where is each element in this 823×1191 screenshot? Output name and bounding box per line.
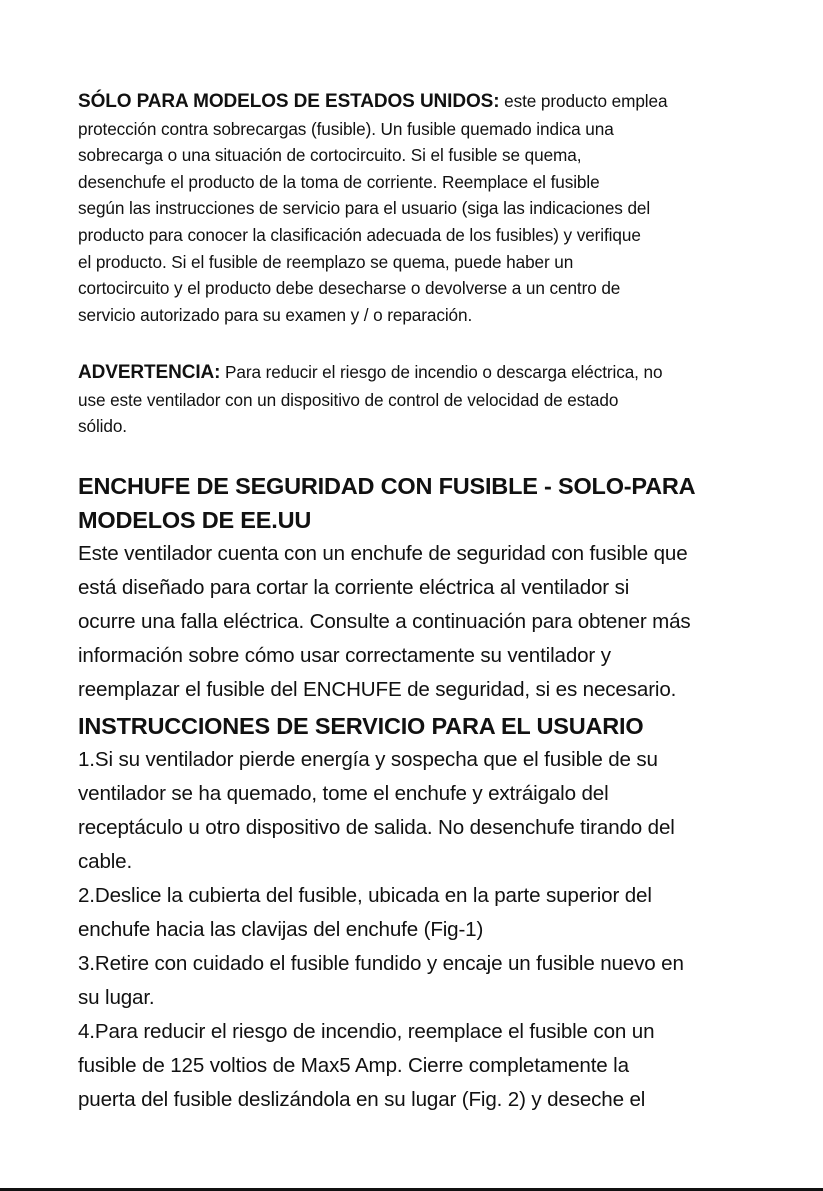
user-service-heading: INSTRUCCIONES DE SERVICIO PARA EL USUARIO xyxy=(78,713,644,739)
safety-plug-line: Este ventilador cuenta con un enchufe de seguridad con fusible que xyxy=(78,542,688,565)
us-only-line: cortocircuito y el producto debe desecharse o devolverse a un centro de xyxy=(78,278,621,299)
instruction-line: cable. xyxy=(78,850,133,873)
safety-plug-line: está diseñado para cortar la corriente eléctrica al ventilador si xyxy=(78,576,630,599)
instruction-line: receptáculo u otro dispositivo de salida. No desenchufe tirando del xyxy=(78,816,675,839)
warning-line: sólido. xyxy=(78,416,127,437)
safety-plug-section xyxy=(78,469,750,707)
instruction-line: enchufe hacia las clavijas del enchufe (Fig-1) xyxy=(78,918,484,941)
safety-plug-line: ocurre una falla eléctrica. Consulte a continuación para obtener más xyxy=(78,610,691,633)
us-only-line: sobrecarga o una situación de cortocircuito. Si el fusible se quema, xyxy=(78,145,582,166)
instruction-line: su lugar. xyxy=(78,986,155,1009)
us-only-line: el producto. Si el fusible de reemplazo se quema, puede haber un xyxy=(78,251,574,272)
safety-plug-line: reemplazar el fusible del ENCHUFE de seguridad, si es necesario. xyxy=(78,678,677,701)
instruction-line: fusible de 125 voltios de Max5 Amp. Cierre completamente la xyxy=(78,1054,629,1077)
safety-plug-heading-line2: MODELOS DE EE.UU xyxy=(78,507,312,533)
safety-plug-heading: ENCHUFE DE SEGURIDAD CON FUSIBLE - SOLO-PARA xyxy=(78,473,696,499)
instruction-line: puerta del fusible deslizándola en su lugar (Fig. 2) y deseche el xyxy=(78,1088,646,1111)
instruction-line: 2.Deslice la cubierta del fusible, ubicada en la parte superior del xyxy=(78,884,652,907)
instruction-line: 1.Si su ventilador pierde energía y sospecha que el fusible de su xyxy=(78,748,658,771)
instruction-line: 3.Retire con cuidado el fusible fundido y encaje un fusible nuevo en xyxy=(78,952,684,975)
warning-first-line xyxy=(78,359,750,387)
user-service-section xyxy=(78,709,750,1117)
warning-line: Para reducir el riesgo de incendio o descarga eléctrica, no xyxy=(220,362,663,382)
us-only-first-line xyxy=(78,88,750,116)
safety-plug-line: información sobre cómo usar correctamente su ventilador y xyxy=(78,644,611,667)
us-only-line: protección contra sobrecargas (fusible). Un fusible quemado indica una xyxy=(78,118,614,139)
us-only-section xyxy=(78,88,750,328)
warning-line: use este ventilador con un dispositivo de control de velocidad de estado xyxy=(78,389,619,410)
instruction-line: ventilador se ha quemado, tome el enchufe y extráigalo del xyxy=(78,782,609,805)
us-only-line: producto para conocer la clasificación adecuada de los fusibles) y verifique xyxy=(78,224,641,245)
warning-section xyxy=(78,359,750,440)
instruction-line: 4.Para reducir el riesgo de incendio, reemplace el fusible con un xyxy=(78,1020,655,1043)
us-only-line: desenchufe el producto de la toma de corriente. Reemplace el fusible xyxy=(78,171,600,192)
us-only-line: servicio autorizado para su examen y / o reparación. xyxy=(78,304,473,325)
us-only-heading: SÓLO PARA MODELOS DE ESTADOS UNIDOS: xyxy=(78,91,500,112)
us-only-line: este producto emplea xyxy=(499,91,668,111)
warning-heading: ADVERTENCIA: xyxy=(78,362,221,383)
us-only-line: según las instrucciones de servicio para el usuario (siga las indicaciones del xyxy=(78,198,651,219)
